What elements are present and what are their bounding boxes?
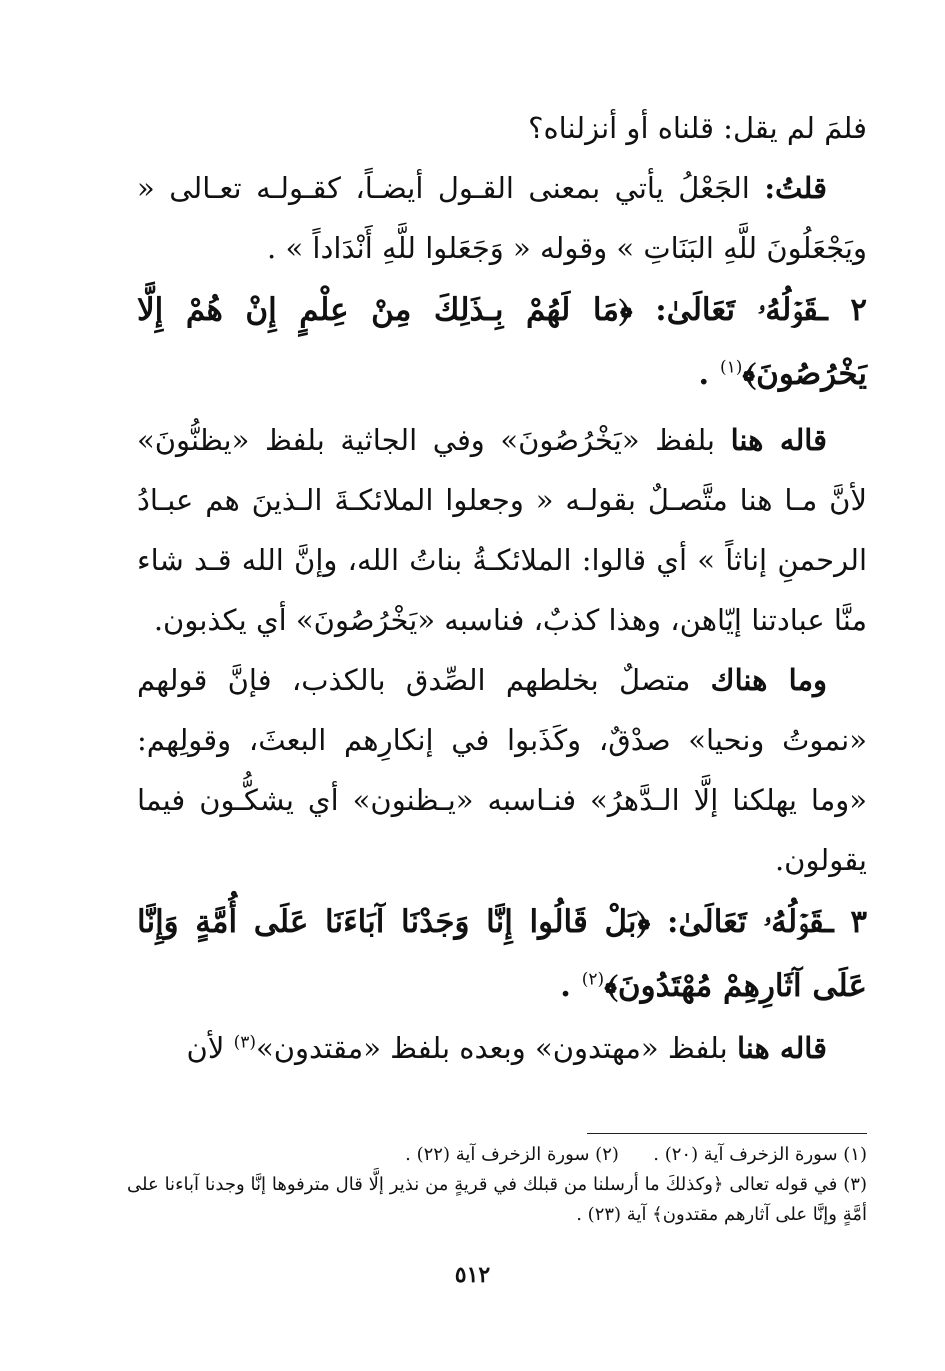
explanation-1-lead: قاله هنا — [730, 423, 828, 457]
verse-2-label: ٢ ـقَوۡلُهُۥ تَعَالَىٰ: — [655, 292, 867, 328]
verse-2-text: ﴿مَا لَهُمْ بِـذَلِكَ مِنْ عِلْمٍ إِنْ هُمْ إِلَّا يَخْرُصُونَ﴾ — [137, 292, 867, 392]
main-text — [137, 98, 867, 1078]
footnote-divider — [587, 1133, 867, 1134]
page-number: ٥١٢ — [454, 1262, 491, 1288]
footnote-2: (٢) سورة الزخرف آية (٢٢) . — [405, 1144, 619, 1165]
footnote-ref-2: (٢) — [581, 969, 605, 990]
paragraph-explanation-3 — [137, 1018, 867, 1078]
paragraph-question — [137, 98, 867, 158]
verse-2-end: . — [698, 356, 720, 392]
paragraph-explanation-2 — [137, 650, 867, 890]
answer-lead: قلتُ: — [764, 171, 827, 205]
verse-3 — [137, 890, 867, 1018]
answer-text: الجَعْلُ يأتي بمعنى القـول أيضـاً، كقـولـه تعـالى « ويَجْعَلُونَ للَّهِ البَنَاتِ » وقوله « وَجَعَلوا للَّهِ أَنْدَاداً » . — [137, 171, 867, 265]
verse-3-text: ﴿بَلْ قَالُوا إِنَّا وَجَدْنَا آبَاءَنَا عَلَى أُمَّةٍ وَإِنَّا عَلَى آثَارِهِمْ مُهْتَدُونَ﴾ — [137, 904, 867, 1004]
footnote-3: (٣) في قوله تعالى ﴿وكذلكَ ما أرسلنا من قبلك في قريةٍ من نذير إلَّا قال مترفوها إنَّا وجدنا آباءنا على أمَّةٍ وإنَّا على آثارهم مقتدون﴾ آية (٢٣) . — [127, 1174, 867, 1225]
explanation-1-text: بلفظ «يَخْرُصُونَ» وفي الجاثية بلفظ «يظنُّونَ» لأنَّ مـا هنا متَّصـلٌ بقولـه « وجعلوا الملائكـةَ الـذينَ هم عبـادُ الرحمنِ إناثاً » أي قالوا: الملائكـةُ بناتُ الله، وإنَّ الله قـد شاء منَّا عبادتنا إيّاهن، وهذا كذبٌ، فناسبه «يَخْرُصُونَ» أي يكذبون. — [137, 423, 867, 637]
explanation-3-lead: قاله هنا — [736, 1031, 827, 1065]
footnote-line-1 — [127, 1140, 867, 1170]
footnote-ref-3: (٣) — [233, 1032, 256, 1053]
paragraph-answer — [137, 158, 867, 278]
explanation-2-text: متصلٌ بخلطهم الصِّدق بالكذب، فإنَّ قولهم «نموتُ ونحيا» صدْقٌ، وكَذَبوا في إنكارِهم البعثَ، وقولِهم: «وما يهلكنا إلَّا الـدَّهرُ» فنـاسبه «يـظنون» أي يشكُّـون فيما يقولون. — [137, 663, 867, 877]
explanation-3-text: بلفظ «مهتدون» وبعده بلفظ «مقتدون» — [256, 1031, 728, 1065]
verse-3-end: . — [560, 968, 582, 1004]
footnote-line-2 — [127, 1170, 867, 1230]
explanation-3-end: لأن — [186, 1031, 234, 1065]
explanation-2-lead: وما هناك — [710, 663, 827, 697]
footnote-ref-1: (١) — [719, 357, 743, 378]
verse-2 — [137, 278, 867, 406]
footnote-1: (١) سورة الزخرف آية (٢٠) . — [653, 1144, 867, 1165]
paragraph-explanation-1 — [137, 410, 867, 650]
footnotes — [127, 1140, 867, 1230]
verse-3-label: ٣ ـقَوۡلُهُۥ تَعَالَىٰ: — [666, 904, 868, 940]
question-text: فلمَ لم يقل: قلناه أو أنزلناه؟ — [528, 111, 867, 145]
